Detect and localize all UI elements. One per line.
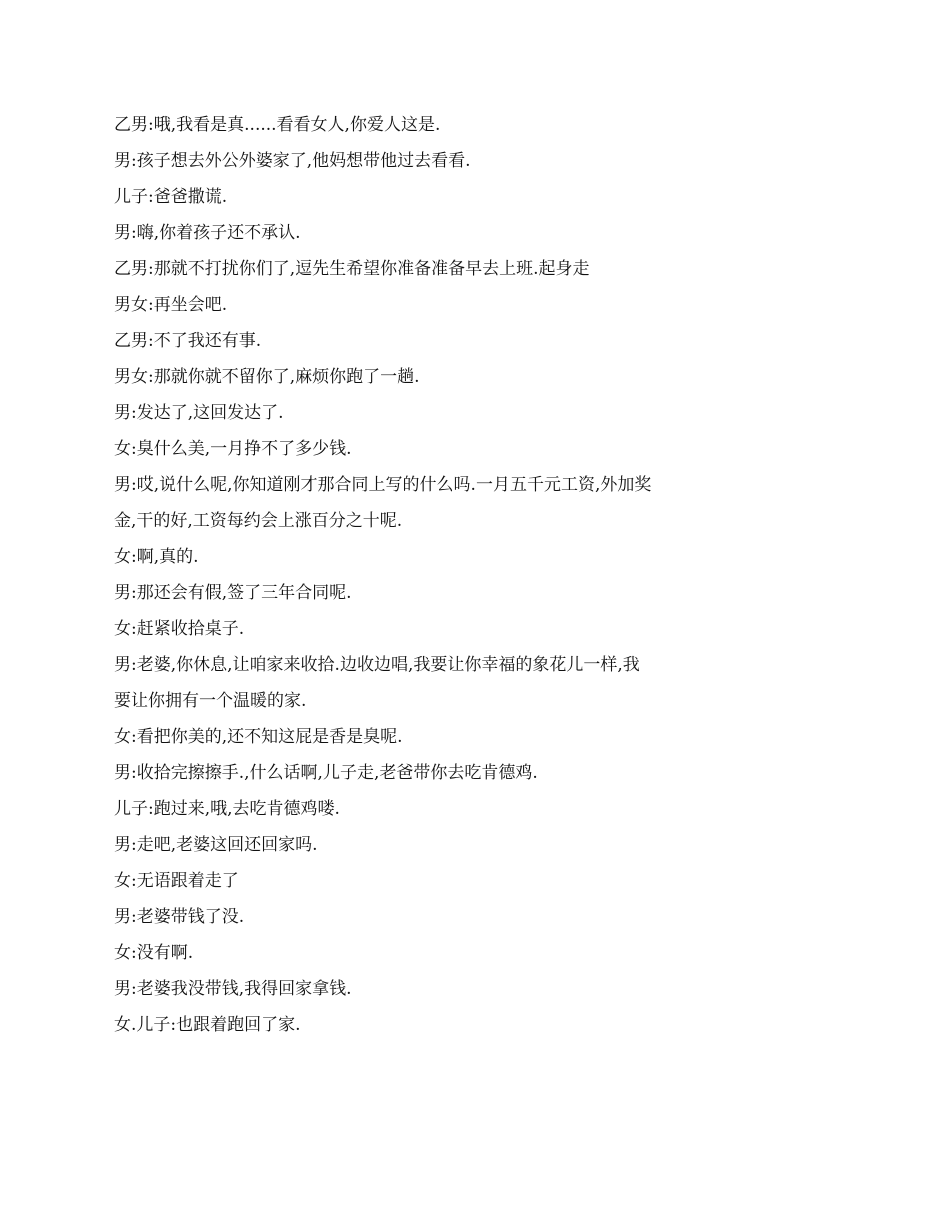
- text-line: 要让你拥有一个温暖的家.: [114, 691, 307, 711]
- text-line: 儿子:跑过来,哦,去吃肯德鸡喽.: [114, 799, 340, 819]
- text-line: 乙男:那就不打扰你们了,逗先生希望你准备准备早去上班.起身走: [114, 259, 590, 279]
- text-line: 男:收拾完擦擦手.,什么话啊,儿子走,老爸带你去吃肯德鸡.: [114, 763, 538, 783]
- text-line: 女:没有啊.: [114, 943, 194, 963]
- text-line: 女:啊,真的.: [114, 547, 199, 567]
- text-line: 男:走吧,老婆这回还回家吗.: [114, 835, 318, 855]
- text-line: 男女:那就你就不留你了,麻烦你跑了一趟.: [114, 367, 420, 387]
- text-line: 男:老婆,你休息,让咱家来收拾.边收边唱,我要让你幸福的象花儿一样,我: [114, 655, 640, 675]
- text-line: 男:发达了,这回发达了.: [114, 403, 284, 423]
- text-line: 男女:再坐会吧.: [114, 295, 228, 315]
- text-line: 男:老婆带钱了没.: [114, 907, 245, 927]
- document-body: [114, 107, 714, 1043]
- text-line: 男:孩子想去外公外婆家了,他妈想带他过去看看.: [114, 151, 471, 171]
- text-line: 女:无语跟着走了: [114, 871, 239, 891]
- text-line: 乙男:不了我还有事.: [114, 331, 262, 351]
- text-line: 女.儿子:也跟着跑回了家.: [114, 1015, 301, 1035]
- text-line: 男:那还会有假,签了三年合同呢.: [114, 583, 352, 603]
- text-line: 乙男:哦,我看是真......看看女人,你爱人这是.: [114, 115, 441, 135]
- text-line: 男:哎,说什么呢,你知道刚才那合同上写的什么吗.一月五千元工资,外加奖: [114, 475, 652, 495]
- text-line: 女:看把你美的,还不知这屁是香是臭呢.: [114, 727, 403, 747]
- text-line: 男:老婆我没带钱,我得回家拿钱.: [114, 979, 352, 999]
- text-line: 女:赶紧收拾桌子.: [114, 619, 245, 639]
- text-line: 金,干的好,工资每约会上涨百分之十呢.: [114, 511, 403, 531]
- text-line: 男:嗨,你着孩子还不承认.: [114, 223, 301, 243]
- text-line: 儿子:爸爸撒谎.: [114, 187, 228, 207]
- text-line: 女:臭什么美,一月挣不了多少钱.: [114, 439, 352, 459]
